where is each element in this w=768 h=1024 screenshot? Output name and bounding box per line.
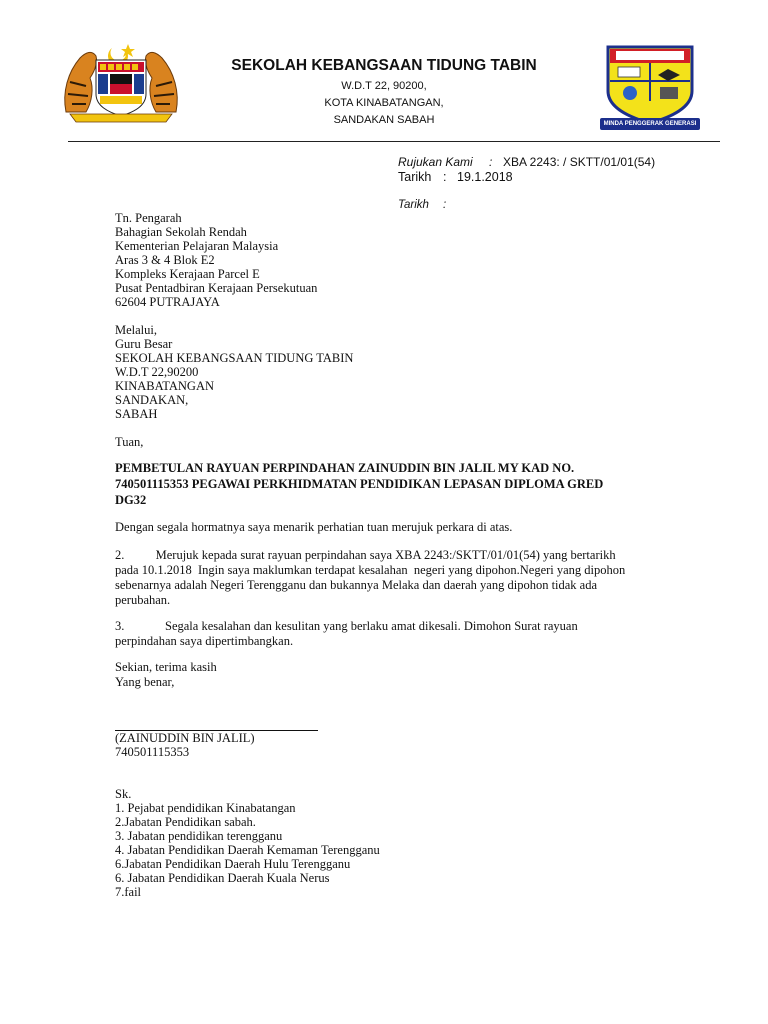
salutation: Tuan, [115, 435, 144, 449]
subject-line: DG32 [115, 493, 147, 507]
paragraph-3-line: perpindahan saya dipertimbangkan. [115, 634, 294, 648]
via-line: KINABATANGAN [115, 379, 214, 393]
recipient-line: Kementerian Pelajaran Malaysia [115, 239, 279, 253]
paragraph-2-line: pada 10.1.2018 Ingin saya maklumkan terdapat kesalahan negeri yang dipohon.Negeri yang dipohon [115, 563, 626, 577]
via-line: Melalui, [115, 323, 158, 337]
cc-item: 3. Jabatan pendidikan terengganu [115, 829, 283, 843]
recipient-line: Aras 3 & 4 Blok E2 [115, 253, 215, 267]
paragraph-2-line: sebenarnya adalah Negeri Terengganu dan bukannya Melaka dan daerah yang dipohon tidak ada [115, 578, 598, 592]
via-line: SABAH [115, 407, 158, 421]
school-name: SEKOLAH KEBANGSAAN TIDUNG TABIN [231, 57, 537, 74]
subject-line: 740501115353 PEGAWAI PERKHIDMATAN PENDIDIKAN LEPASAN DIPLOMA GRED [115, 477, 604, 491]
cc-item: 1. Pejabat pendidikan Kinabatangan [115, 801, 296, 815]
cc-label: Sk. [115, 787, 132, 801]
cc-item: 2.Jabatan Pendidikan sabah. [115, 815, 256, 829]
cc-item: 4. Jabatan Pendidikan Daerah Kemaman Terengganu [115, 843, 380, 857]
via-line: SANDAKAN, [115, 393, 189, 407]
school-address-line: KOTA KINABATANGAN, [324, 97, 444, 109]
closing-line: Yang benar, [115, 675, 175, 689]
school-address-line: W.D.T 22, 90200, [341, 80, 427, 92]
subject-line: PEMBETULAN RAYUAN PERPINDAHAN ZAINUDDIN BIN JALIL MY KAD NO. [115, 461, 575, 475]
paragraph-3-line: 3. Segala kesalahan dan kesulitan yang berlaku amat dikesali. Dimohon Surat rayuan [115, 619, 578, 633]
via-line: W.D.T 22,90200 [115, 365, 199, 379]
cc-item: 6.Jabatan Pendidikan Daerah Hulu Terengganu [115, 857, 351, 871]
reference-label: Rujukan Kami [398, 155, 473, 169]
school-address-line: SANDAKAN SABAH [333, 114, 435, 126]
cc-item: 7.fail [115, 885, 142, 899]
recipient-line: Tn. Pengarah [115, 211, 182, 225]
date-label-secondary: Tarikh [398, 199, 429, 211]
signatory-name: (ZAINUDDIN BIN JALIL) [115, 731, 255, 745]
recipient-line: Pusat Pentadbiran Kerajaan Persekutuan [115, 281, 318, 295]
paragraph-2-line: 2. Merujuk kepada surat rayuan perpindahan saya XBA 2243:/SKTT/01/01(54) yang bertarikh [115, 548, 616, 562]
date-label: Tarikh [398, 170, 432, 184]
intro-paragraph: Dengan segala hormatnya saya menarik perhatian tuan merujuk perkara di atas. [115, 520, 513, 534]
via-line: Guru Besar [115, 337, 173, 351]
recipient-line: Kompleks Kerajaan Parcel E [115, 267, 260, 281]
reference-separator: : [489, 155, 493, 169]
cc-item: 6. Jabatan Pendidikan Daerah Kuala Nerus [115, 871, 330, 885]
paragraph-2-line: perubahan. [115, 593, 171, 607]
signatory-id: 740501115353 [115, 745, 190, 759]
crest-motto-ribbon: MINDA PENGGERAK GENERASI [600, 118, 700, 130]
date-separator-secondary: : [443, 199, 447, 211]
closing-line: Sekian, terima kasih [115, 660, 217, 674]
header-divider [68, 141, 720, 142]
recipient-line: 62604 PUTRAJAYA [115, 295, 220, 309]
via-line: SEKOLAH KEBANGSAAN TIDUNG TABIN [115, 351, 354, 365]
date-value: 19.1.2018 [457, 170, 513, 184]
recipient-line: Bahagian Sekolah Rendah [115, 225, 247, 239]
date-separator: : [443, 170, 447, 184]
reference-number: XBA 2243: / SKTT/01/01(54) [503, 155, 656, 169]
